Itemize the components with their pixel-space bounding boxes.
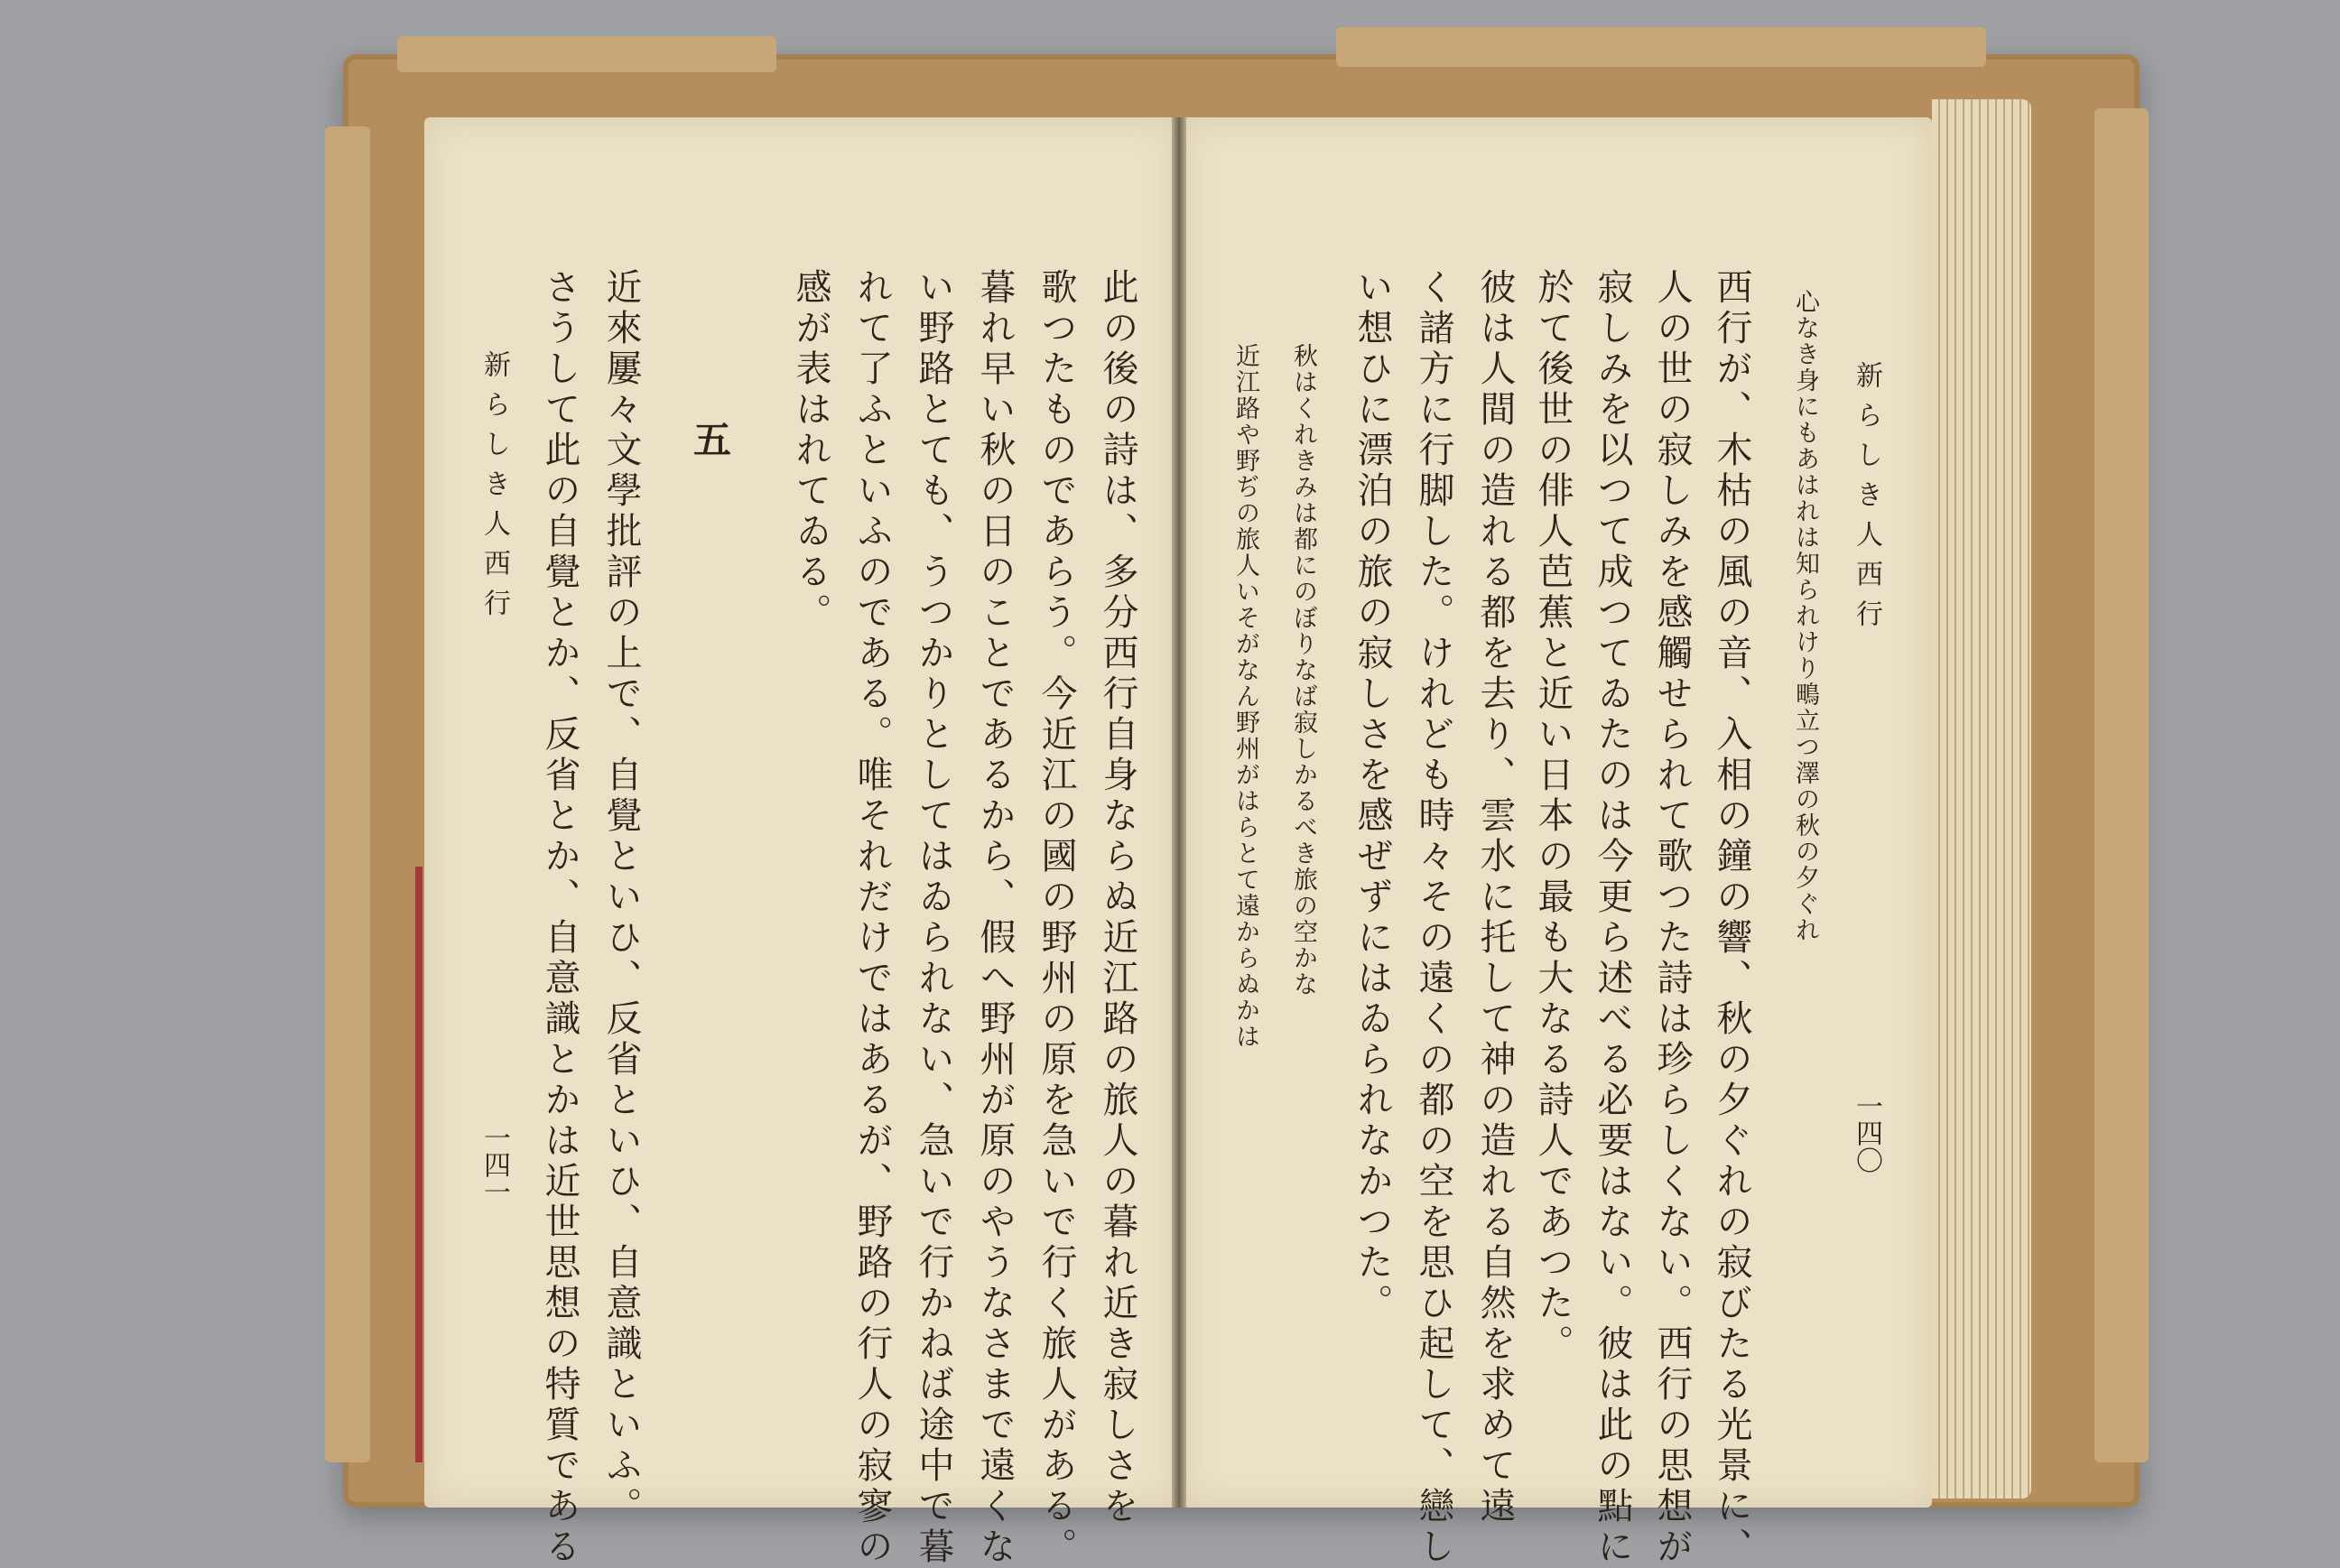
- poem-3: 近江路や野ぢの旅人いそがなん野州がはらとて遠からぬかは: [1231, 343, 1259, 1050]
- worn-edge-top-left: [397, 36, 776, 72]
- left-text-column-5: れて了ふといふのである。唯それだけではあるが、野路の行人の寂寥の: [851, 268, 893, 1568]
- worn-edge-top-right: [1336, 27, 1986, 67]
- left-text-column-3: 暮れ早い秋の日のことであるから、假へ野州が原のやうなさまで遠くな: [974, 268, 1016, 1568]
- poem-2: 秋はくれきみは都にのぼりなば寂しかるべき旅の空かな: [1289, 343, 1317, 997]
- left-text-column-8: さうして此の自覺とか、反省とか、自意識とかは近世思想の特質である: [539, 268, 580, 1568]
- right-text-column-7: い想ひに漂泊の旅の寂しさを感ぜずにはゐられなかつた。: [1351, 268, 1393, 1324]
- left-text-column-6: 感が表はれてゐる。: [790, 268, 831, 634]
- right-page-number: 一四〇: [1851, 1092, 1882, 1174]
- left-running-header: 新らしき人西行: [478, 350, 510, 628]
- binding-thread: [415, 867, 422, 1462]
- worn-edge-right: [2094, 108, 2149, 1462]
- worn-edge-left: [325, 126, 370, 1462]
- right-text-column-5: 彼は人間の造れる都を去り、雲水に托して神の造れる自然を求めて遠: [1474, 268, 1516, 1527]
- page-leaves-stack: [1932, 99, 2031, 1498]
- section-number: 五: [688, 420, 732, 458]
- right-text-column-1: 西行が、木枯の風の音、入相の鐘の響、秋の夕ぐれの寂びたる光景に、: [1711, 268, 1752, 1568]
- poem-1: 心なき身にもあはれは知られけり鴫立つ澤の秋の夕ぐれ: [1791, 289, 1819, 943]
- right-text-column-6: く諸方に行脚した。けれども時々その遠くの都の空を思ひ起して、戀し: [1413, 268, 1454, 1568]
- right-running-header: 新らしき人西行: [1851, 361, 1882, 639]
- left-page-number: 一四一: [478, 1124, 510, 1205]
- left-text-column-1: 此の後の詩は、多分西行自身ならぬ近江路の旅人の暮れ近き寂しさを: [1097, 268, 1138, 1527]
- left-text-column-2: 歌つたものであらう。今近江の國の野州の原を急いで行く旅人がある。: [1035, 268, 1077, 1568]
- right-text-column-2: 人の世の寂しみを感觸せられて歌つた詩は珍らしくない。西行の思想が: [1651, 268, 1693, 1568]
- left-text-column-4: い野路とても、うつかりとしてはゐられない、急いで行かねば途中で暮: [913, 268, 954, 1568]
- right-text-column-3: 寂しみを以つて成つてゐたのは今更ら述べる必要はない。彼は此の點に: [1592, 268, 1633, 1568]
- right-text-column-4: 於て後世の俳人芭蕉と近い日本の最も大なる詩人であつた。: [1532, 268, 1574, 1365]
- book-gutter: [1172, 117, 1186, 1508]
- left-text-column-7: 近來屢々文學批評の上で、自覺といひ、反省といひ、自意識といふ。: [600, 268, 642, 1527]
